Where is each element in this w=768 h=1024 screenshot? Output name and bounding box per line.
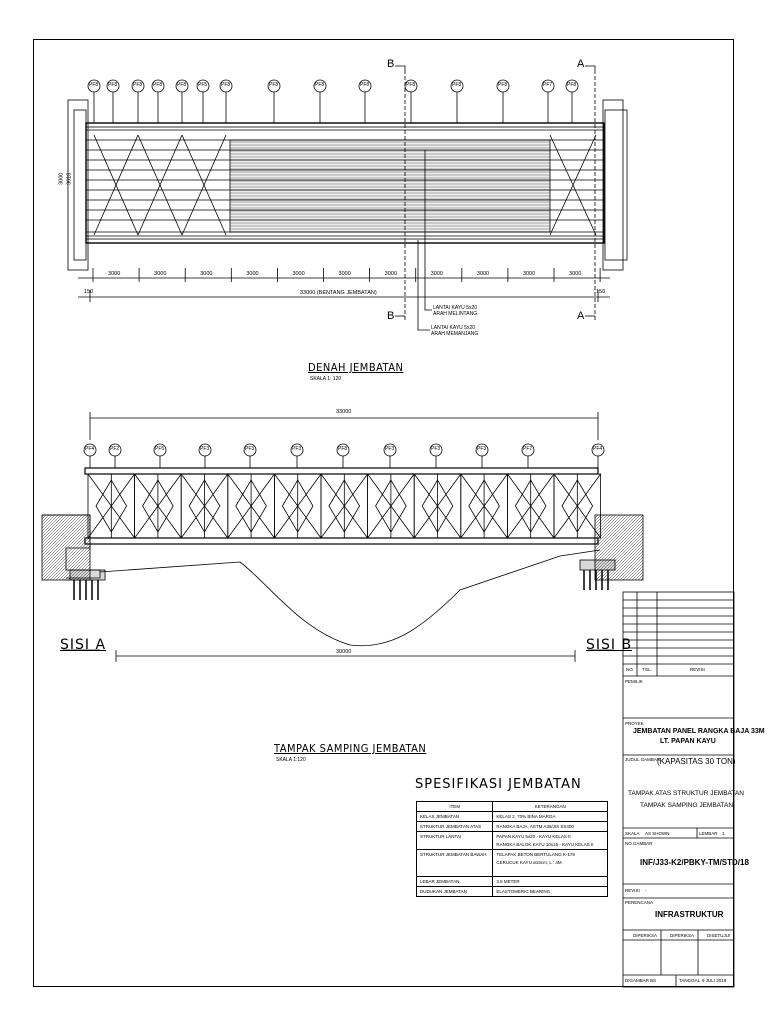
- section-a-bottom: A: [577, 310, 585, 322]
- rev-tgl-header: TGL.: [642, 667, 653, 672]
- plan-post-label: PF8: [269, 82, 279, 88]
- table-row: [417, 832, 608, 850]
- rev-revisi-header: REVISI: [690, 667, 705, 672]
- spec-table: [416, 801, 608, 897]
- revisi-value: -: [645, 888, 647, 893]
- spec-value: RANGKA BAJA, ASTM A36/JIS SS400: [493, 822, 608, 832]
- spec-value: 3.5 METER: [493, 877, 608, 887]
- river-dimension: 30000: [336, 649, 352, 655]
- proyek-name-1: JEMBATAN PANEL RANGKA BAJA 33M: [633, 728, 765, 735]
- side-post-label: PF5: [155, 446, 165, 452]
- plan-span-label: 3000: [246, 271, 259, 277]
- spec-item: KELAS JEMBATAN: [417, 812, 493, 822]
- plan-post-label: PF8: [89, 82, 99, 88]
- note-floor-transverse-dir: ARAH MELINTANG: [433, 311, 478, 317]
- table-row: [417, 812, 608, 822]
- note-floor-longitudinal: LANTAI KAYU 5x20: [431, 325, 475, 331]
- spec-item: DUDUKAN JEMBATAN: [417, 887, 493, 897]
- plan-span-label: 3000: [154, 271, 167, 277]
- plan-post-label: PF8: [153, 82, 163, 88]
- spec-value-line2: RANGKA BALOK KAYU 10x15 - KAYU KELAS II: [496, 842, 594, 847]
- plan-post-label: PF8: [133, 82, 143, 88]
- plan-post-label: PF8: [567, 82, 577, 88]
- spec-value: KELAS 2, 70% BINA MARGA: [493, 812, 608, 822]
- judul-2: TAMPAK SAMPING JEMBATAN: [640, 802, 734, 809]
- side-post-label: PF3: [431, 446, 441, 452]
- diperiksa-1: DIPERIKSA: [633, 933, 658, 938]
- table-row: [417, 850, 608, 877]
- section-b-top: B: [387, 58, 395, 70]
- plan-post-label: PF5: [198, 82, 208, 88]
- note-floor-longitudinal-dir: ARAH MEMANJANG: [431, 331, 479, 337]
- side-post-label: PF4: [85, 446, 95, 452]
- plan-span-label: 3000: [430, 271, 443, 277]
- spec-item: STRUKTUR JEMBATAN BAWAH: [417, 850, 493, 877]
- plan-post-label: PF8: [498, 82, 508, 88]
- side-post-label: PF3: [200, 446, 210, 452]
- plan-scale: SKALA 1: 120: [310, 376, 342, 382]
- side-post-label: PF7: [523, 446, 533, 452]
- plan-post-label: PF8: [108, 82, 118, 88]
- table-row: [417, 877, 608, 887]
- plan-post-label: PF8: [221, 82, 231, 88]
- sisi-b-label: SISI B: [586, 637, 633, 653]
- plan-right-end: 150: [596, 289, 606, 295]
- plan-span-label: 3000: [108, 271, 121, 277]
- note-floor-transverse: LANTAI KAYU 5x20: [433, 305, 477, 311]
- diperiksa-2: DIPERIKSA: [670, 933, 695, 938]
- judul-1: TAMPAK ATAS STRUKTUR JEMBATAN: [628, 790, 744, 797]
- nogambar-label: NO.GAMBAR: [625, 841, 653, 846]
- proyek-label: PROYEK: [625, 721, 644, 726]
- plan-total-dimension: 33000 (BENTANG JEMBATAN): [300, 290, 377, 296]
- section-a-top: A: [577, 58, 585, 70]
- plan-span-label: 3000: [476, 271, 490, 277]
- side-post-label: PF3: [292, 446, 302, 452]
- spec-col-keterangan: KETERANGAN: [493, 802, 608, 812]
- proyek-name-2: LT. PAPAN KAYU: [660, 738, 716, 745]
- spec-item: STRUKTUR LANTAI: [417, 832, 493, 850]
- rev-no-header: NO.: [626, 667, 635, 672]
- perencana-value: INFRASTRUKTUR: [655, 910, 724, 919]
- nogambar-value: INF/J33-K2/PBKY-TM/STD/18: [640, 858, 749, 867]
- side-scale: SKALA 1:120: [276, 757, 306, 763]
- spec-item: STRUKTUR JEMBATAN ATAS: [417, 822, 493, 832]
- sisi-a-label: SISI A: [60, 637, 107, 653]
- revisi-label: REVISI: [625, 888, 640, 893]
- skala-value: AS SHOWN: [645, 831, 670, 836]
- spec-col-item: ITEM: [417, 802, 493, 812]
- spec-value-line1: PAPAN KAYU 5x20 - KAYU KELAS II: [496, 834, 571, 839]
- table-row: [417, 887, 608, 897]
- side-post-label: PF2: [110, 446, 120, 452]
- plan-post-label: PF8: [452, 82, 462, 88]
- plan-span-label: 3000: [522, 271, 536, 277]
- tanggal-label: TANGGAL: [679, 978, 701, 983]
- side-post-label: PF3: [245, 446, 255, 452]
- spec-title: SPESIFIKASI JEMBATAN: [415, 777, 582, 792]
- section-b-bottom: B: [387, 310, 395, 322]
- spec-value: [493, 850, 608, 877]
- spec-value: ELASTOMERIC BEARING: [493, 887, 608, 897]
- tanggal-value: 9 JULI 2018: [702, 978, 727, 983]
- kapasitas: (KAPASITAS 30 TON): [657, 757, 736, 766]
- plan-post-label: PF8: [406, 82, 416, 88]
- spec-value-line2: CERUCUK KAYU ø15cm, L : 4M: [496, 860, 562, 865]
- pemilik-label: PEMILIK: [625, 679, 643, 684]
- side-post-label: PF8: [338, 446, 348, 452]
- plan-post-label: PF7: [543, 82, 553, 88]
- side-total-dimension: 33000: [336, 409, 352, 415]
- plan-span-label: 3000: [569, 271, 582, 277]
- side-post-label: PF3: [385, 446, 395, 452]
- plan-width-right: 3618: [66, 172, 73, 185]
- skala-label: SKALA: [625, 831, 640, 836]
- side-post-label: PF3: [477, 446, 487, 452]
- spec-item: LEBAR JEMBATAN: [417, 877, 493, 887]
- disetujui: DISETUJUI: [707, 933, 731, 938]
- plan-span-label: 3000: [338, 271, 351, 277]
- table-row: [417, 822, 608, 832]
- plan-width-left: 3000: [58, 172, 65, 185]
- plan-title: DENAH JEMBATAN: [308, 361, 404, 374]
- lembar-label: LEMBAR: [699, 831, 718, 836]
- plan-post-label: PF8: [360, 82, 370, 88]
- plan-span-label: 3000: [384, 271, 397, 277]
- spec-value: [493, 832, 608, 850]
- plan-left-end: 150: [84, 289, 94, 295]
- lembar-value: 1: [722, 831, 725, 836]
- spec-value-line1: TELAPAK BETON BERTULANG K-175: [496, 852, 575, 857]
- perencana-label: PERENCANA: [625, 900, 654, 905]
- judul-label: JUDUL GAMBAR: [625, 757, 661, 762]
- side-title: TAMPAK SAMPING JEMBATAN: [274, 742, 427, 755]
- plan-span-label: 3000: [292, 271, 305, 277]
- plan-post-label: PF8: [315, 82, 325, 88]
- plan-span-label: 3000: [200, 271, 213, 277]
- side-post-label: PF4: [593, 446, 603, 452]
- digambar-label: DIGAMBAR: [625, 978, 650, 983]
- digambar-value: BS: [650, 978, 657, 983]
- plan-post-label: PF8: [177, 82, 187, 88]
